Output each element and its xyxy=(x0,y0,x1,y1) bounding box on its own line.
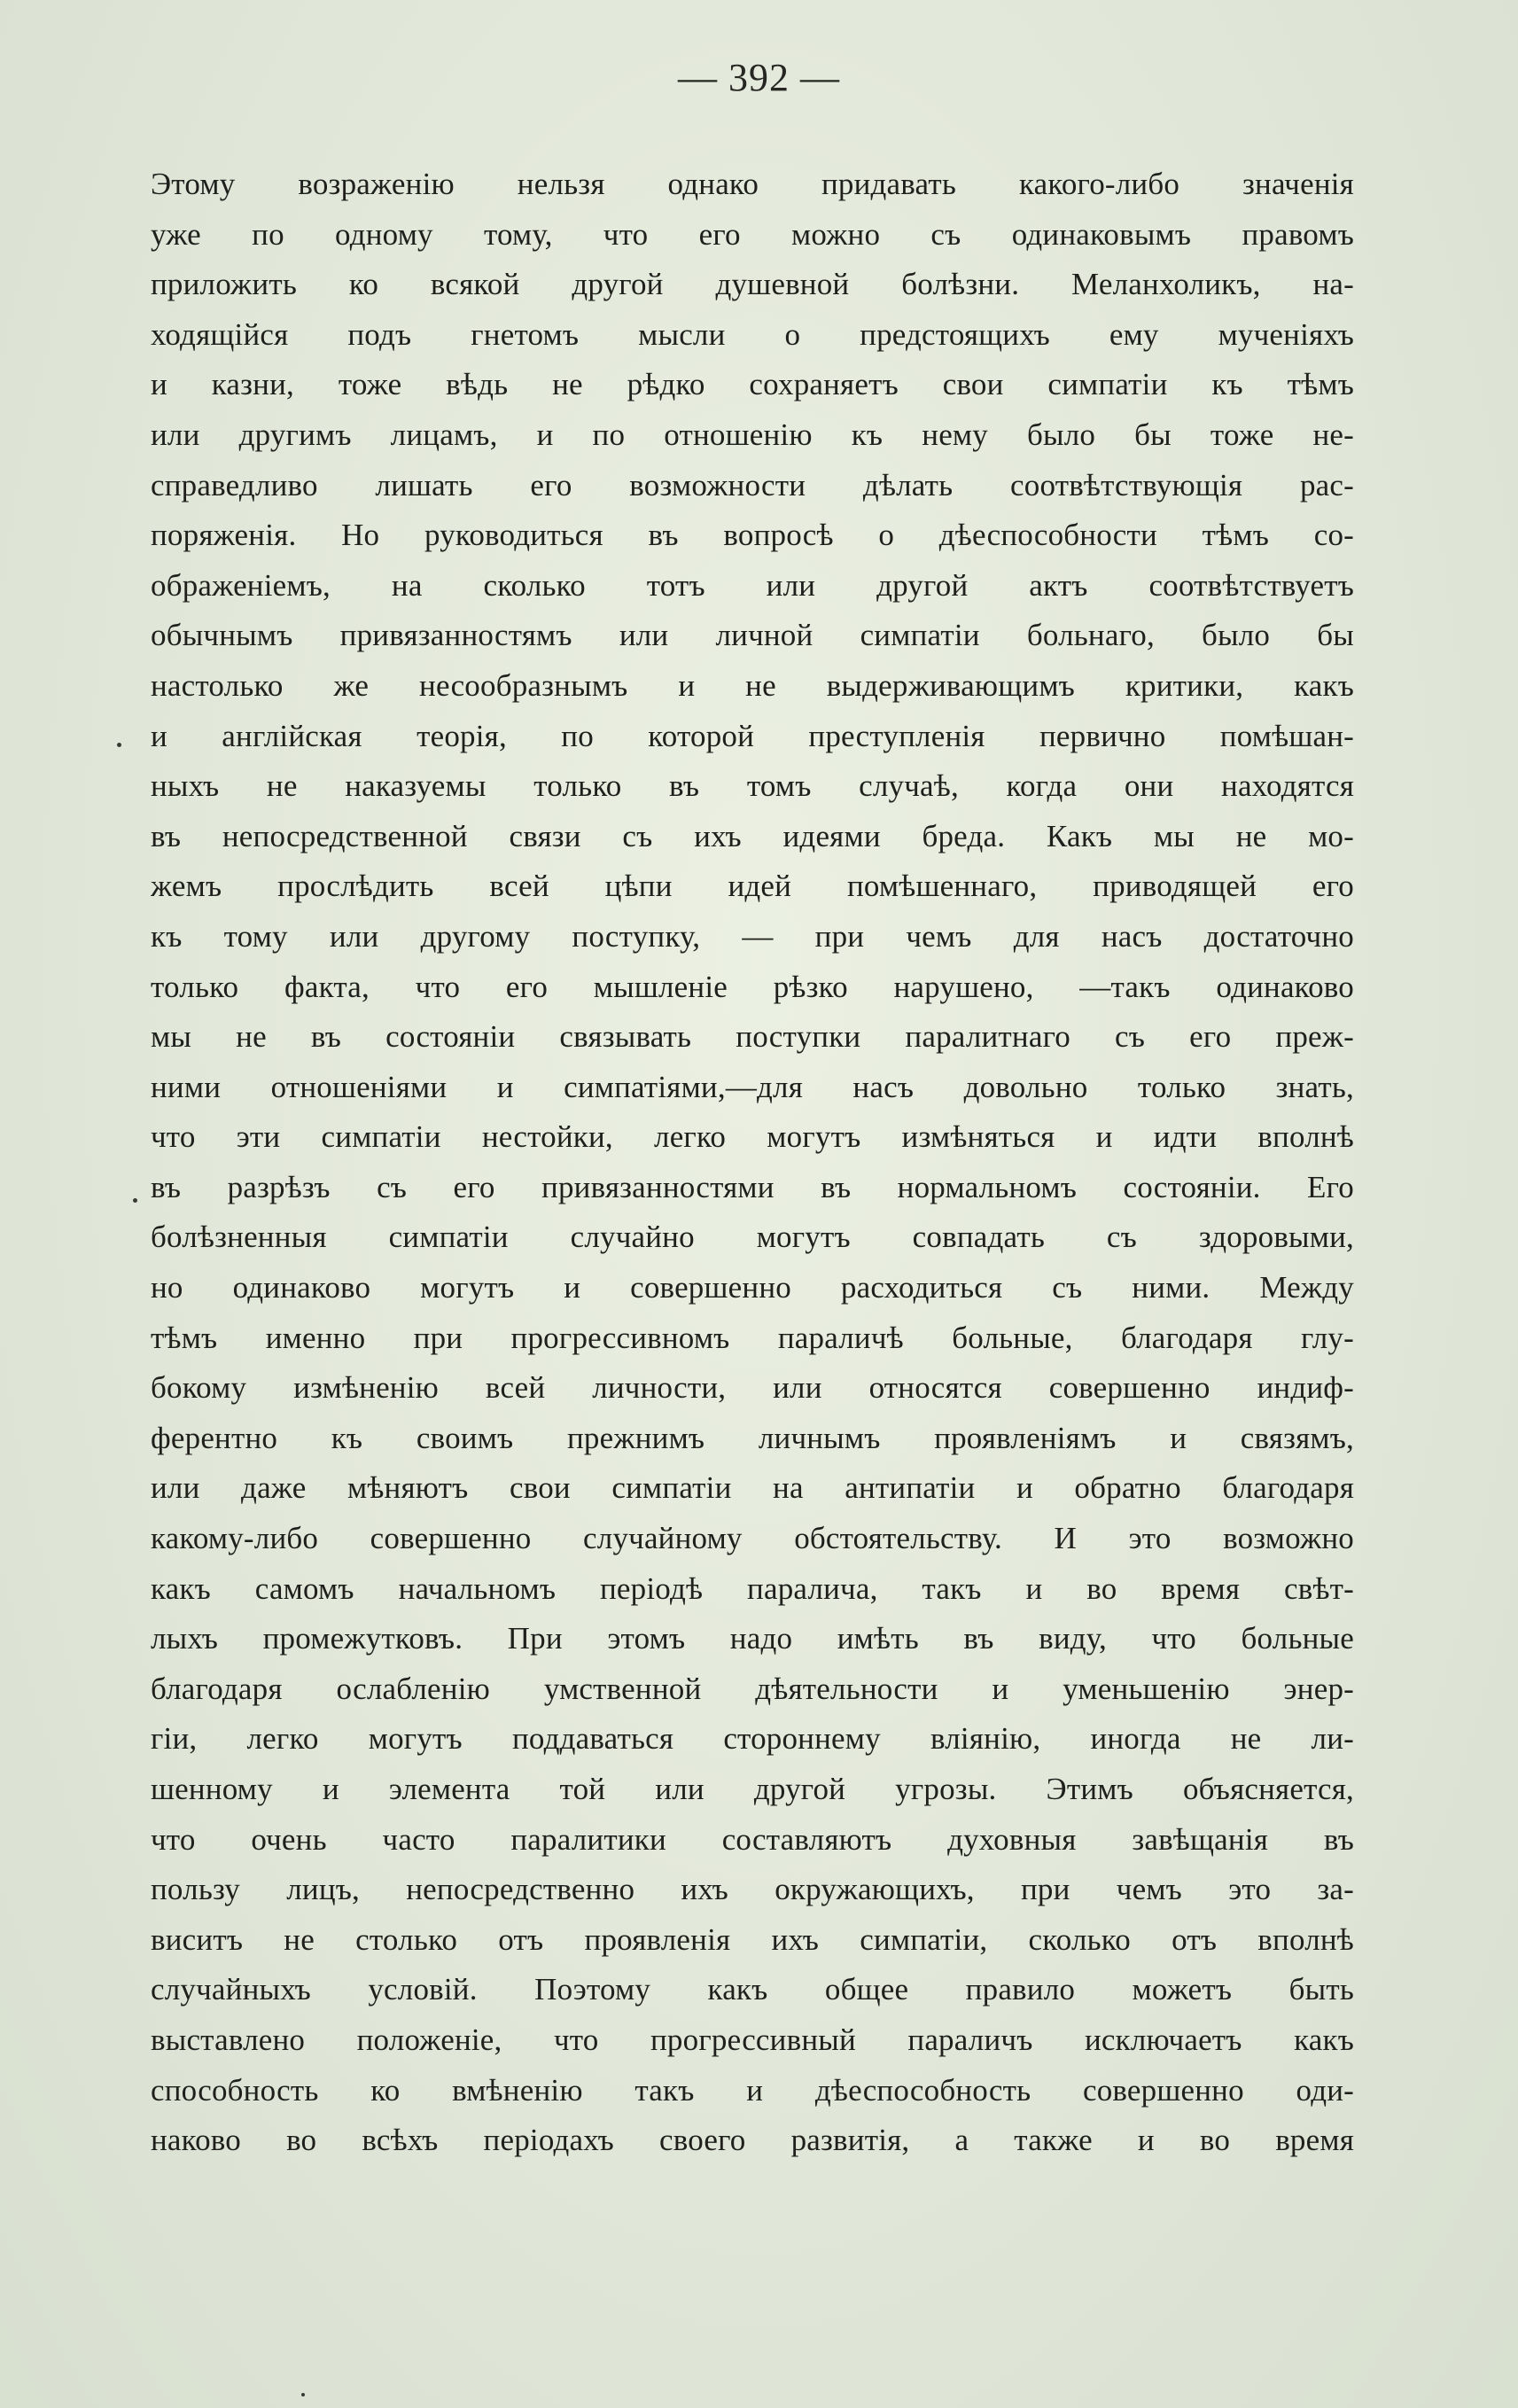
text-line: уже по одному тому, что его можно съ одинаковымъ правомъ xyxy=(151,216,1354,252)
text-line: мы не въ состояніи связывать поступки паралитнаго съ его преж- xyxy=(151,1019,1354,1055)
text-line: тѣмъ именно при прогрессивномъ параличѣ больные, благодаря глу- xyxy=(151,1320,1354,1355)
paper-speck xyxy=(133,1198,137,1203)
text-line: и казни, тоже вѣдь не рѣдко сохраняетъ свои симпатіи къ тѣмъ xyxy=(151,367,1354,402)
text-line: ними отношеніями и симпатіями,—для насъ довольно только знать, xyxy=(151,1069,1354,1104)
text-line: настолько же несообразнымъ и не выдерживающимъ критики, какъ xyxy=(151,667,1354,703)
text-line: виситъ не столько отъ проявленія ихъ симпатіи, сколько отъ вполнѣ xyxy=(151,1921,1354,1957)
text-line: благодаря ослабленію умственной дѣятельности и уменьшенію энер- xyxy=(151,1671,1354,1706)
text-line: обычнымъ привязанностямъ или личной симпатіи больнаго, было бы xyxy=(151,618,1354,653)
text-line: ходящійся подъ гнетомъ мысли о предстоящихъ ему мученіяхъ xyxy=(151,316,1354,352)
text-line: къ тому или другому поступку, — при чемъ для насъ достаточно xyxy=(151,918,1354,954)
text-line: что эти симпатіи нестойки, легко могутъ измѣняться и идти вполнѣ xyxy=(151,1119,1354,1155)
text-line: наково во всѣхъ періодахъ своего развитія, а также и во время xyxy=(151,2123,1354,2158)
text-line: но одинаково могутъ и совершенно расходиться съ ними. Между xyxy=(151,1270,1354,1305)
text-line: способность ко вмѣненію такъ и дѣеспособность совершенно оди- xyxy=(151,2072,1354,2108)
text-line: шенному и элемента той или другой угрозы. Этимъ объясняется, xyxy=(151,1772,1354,1806)
text-line: или даже мѣняютъ свои симпатіи на антипатіи и обратно благодаря xyxy=(151,1470,1354,1506)
body-text xyxy=(151,160,1354,2166)
paper-speck xyxy=(117,743,121,747)
text-line: въ непосредственной связи съ ихъ идеями бреда. Какъ мы не мо- xyxy=(151,818,1354,853)
text-line: поряженія. Но руководиться въ вопросѣ о дѣеспособности тѣмъ со- xyxy=(151,518,1354,553)
text-line: бокому измѣненію всей личности, или относятся совершенно индиф- xyxy=(151,1370,1354,1406)
text-line: выставлено положеніе, что прогрессивный параличъ исключаетъ какъ xyxy=(151,2022,1354,2057)
text-line: гіи, легко могутъ поддаваться стороннему вліянію, иногда не ли- xyxy=(151,1721,1354,1757)
text-line: пользу лицъ, непосредственно ихъ окружающихъ, при чемъ это за- xyxy=(151,1872,1354,1907)
text-line: лыхъ промежутковъ. При этомъ надо имѣть въ виду, что больные xyxy=(151,1621,1354,1656)
text-line: и англійская теорія, по которой преступленія первично помѣшан- xyxy=(151,718,1354,753)
text-line: какъ самомъ начальномъ періодѣ паралича, такъ и во время свѣт- xyxy=(151,1570,1354,1606)
text-line: ображеніемъ, на сколько тотъ или другой актъ соотвѣтствуетъ xyxy=(151,567,1354,603)
text-line: случайныхъ условій. Поэтому какъ общее правило можетъ быть xyxy=(151,1972,1354,2007)
text-line: въ разрѣзъ съ его привязанностями въ нормальномъ состояніи. Его xyxy=(151,1169,1354,1204)
text-line: ныхъ не наказуемы только въ томъ случаѣ, когда они находятся xyxy=(151,768,1354,804)
page-number: — 392 — xyxy=(678,56,840,99)
text-line: жемъ прослѣдить всей цѣпи идей помѣшеннаго, приводящей его xyxy=(151,869,1354,904)
text-line: или другимъ лицамъ, и по отношенію къ нему было бы тоже не- xyxy=(151,417,1354,452)
text-line: болѣзненныя симпатіи случайно могутъ совпадать съ здоровыми, xyxy=(151,1220,1354,1255)
text-line: ферентно къ своимъ прежнимъ личнымъ проявленіямъ и связямъ, xyxy=(151,1420,1354,1455)
text-line: только факта, что его мышленіе рѣзко нарушено, —такъ одинаково xyxy=(151,969,1354,1004)
paper-speck xyxy=(301,2393,305,2396)
text-line: приложить ко всякой другой душевной болѣзни. Меланхоликъ, на- xyxy=(151,267,1354,302)
text-line: Этому возраженію нельзя однако придавать какого-либо значенія xyxy=(151,167,1354,201)
text-line: справедливо лишать его возможности дѣлать соотвѣтствующія рас- xyxy=(151,467,1354,503)
text-line: какому-либо совершенно случайному обстоятельству. И это возможно xyxy=(151,1521,1354,1556)
text-line: что очень часто паралитики составляютъ духовныя завѣщанія въ xyxy=(151,1821,1354,1857)
